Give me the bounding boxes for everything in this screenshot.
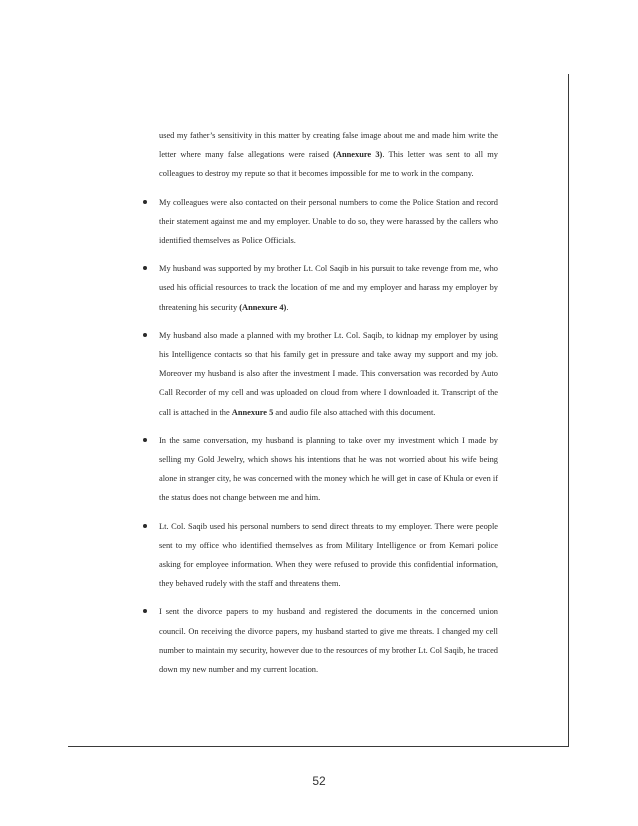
bullet-icon <box>143 524 147 528</box>
bullet-icon <box>143 438 147 442</box>
bullet-item-divorce <box>159 602 498 679</box>
bullet-item-revenge <box>159 259 498 317</box>
bullet-icon <box>143 333 147 337</box>
bullet-icon <box>143 200 147 204</box>
annexure-4-reference: (Annexure 4) <box>239 302 287 312</box>
page-number: 52 <box>312 774 326 788</box>
bullet-text: My husband was supported by my brother Lt. Col Saqib in his pursuit to take revenge from me, who used his official resources to track the location of me and my employer and harass my employer by threatening his security <box>159 264 498 312</box>
bullet-item-threats <box>159 517 498 594</box>
bullet-list <box>159 193 498 680</box>
bullet-text: My husband also made a planned with my brother Lt. Col. Saqib, to kidnap my employer by using his Intelligence contacts so that his family get in pressure and take away my support and my job. Moreover my husband is also after the investment I made. This conversation was recorded by Auto Call Recorder of my cell and was uploaded on cloud from where I downloaded it. Transcript of the call is attached in the <box>159 330 498 417</box>
document-body <box>159 126 498 688</box>
intro-text: used my father’s sensitivity in this matter by creating false image about me and made him write the letter where many false allegations were raised <box>159 131 498 160</box>
bullet-text: My colleagues were also contacted on their personal numbers to come the Police Station and record their statement against me and my employer. Unable to do so, they were harassed by the callers who identified themselves as Police Officials. <box>159 197 498 246</box>
intro-paragraph <box>159 126 498 184</box>
intro-text-end: . This letter was sent to all my colleagues to destroy my repute so that it becomes impossible for me to work in the company. <box>159 150 498 179</box>
bullet-text-end: . <box>286 302 289 312</box>
bullet-text: I sent the divorce papers to my husband and registered the documents in the concerned union council. On receiving the divorce papers, my husband started to give me threats. I changed my cell number to maintain my security, however due to the resources of my brother Lt. Col Saqib, he traced down my new number and my current location. <box>159 607 498 675</box>
bullet-text: Lt. Col. Saqib used his personal numbers to send direct threats to my employer. There were people sent to my office who identified themselves as from Military Intelligence or from Kemari police asking for employee information. When they were refused to provide this confidential information, they behaved rudely with the staff and threatens them. <box>159 521 498 589</box>
bullet-text-end: and audio file also attached with this document. <box>273 407 436 417</box>
bullet-item-investment <box>159 431 498 508</box>
annexure-5-reference: Annexure 5 <box>231 407 274 417</box>
bullet-item-colleagues <box>159 193 498 251</box>
bullet-item-kidnap-plan <box>159 326 498 422</box>
annexure-3-reference: (Annexure 3) <box>333 150 383 160</box>
bullet-text: In the same conversation, my husband is planning to take over my investment which I made by selling my Gold Jewelry, which shows his intentions that he was not worried about his wife being alone in stranger city, he was concerned with the money which he will get in case of Khula or even if the status does not change between me and him. <box>159 435 498 503</box>
